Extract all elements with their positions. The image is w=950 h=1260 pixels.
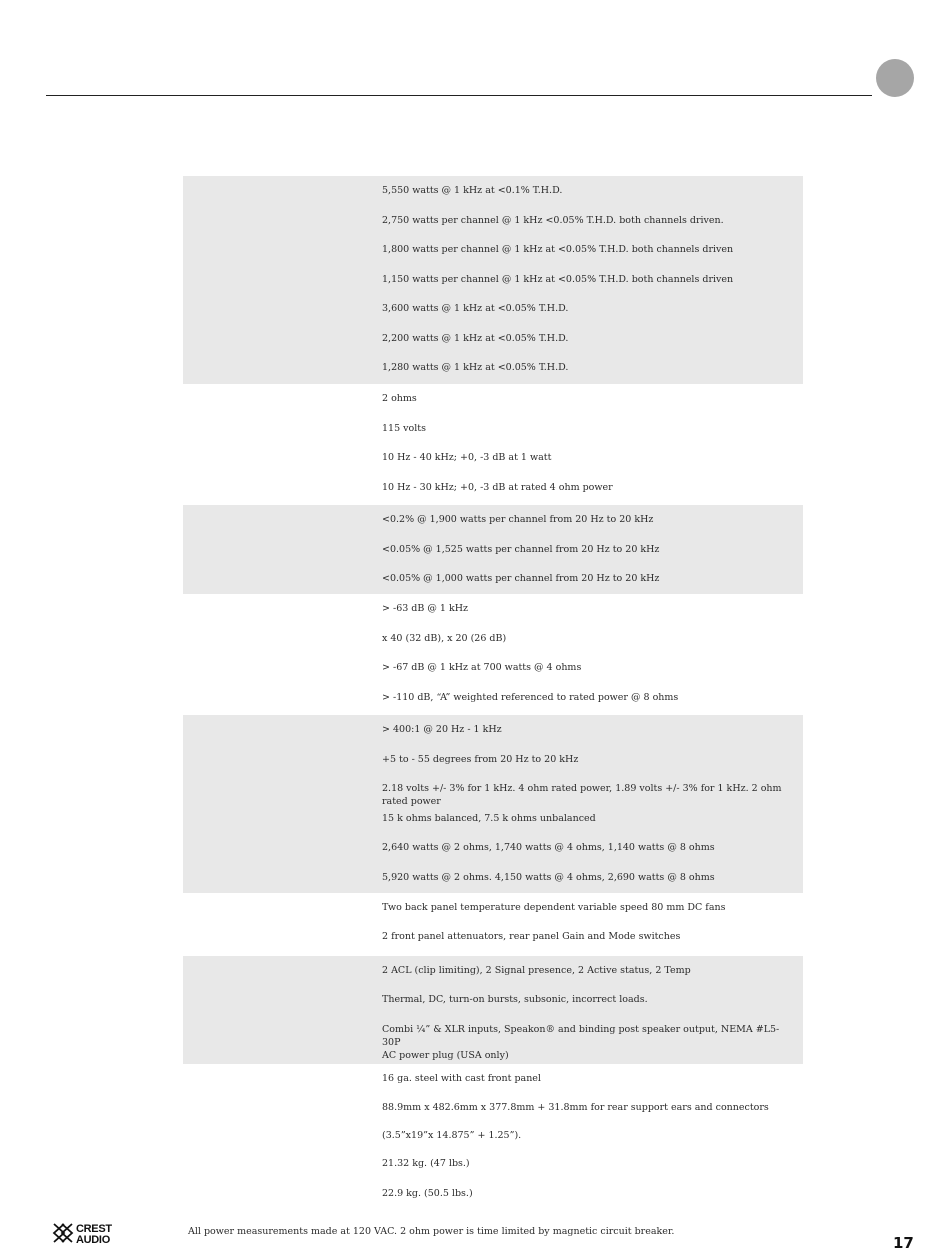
spec-value: x 40 (32 dB), x 20 (26 dB) — [382, 632, 507, 644]
spec-value: 115 volts — [382, 422, 426, 434]
spec-value: Two back panel temperature dependent variable speed 80 mm DC fans — [382, 901, 726, 913]
page-number: 17 — [893, 1234, 914, 1252]
spec-value: > 400:1 @ 20 Hz - 1 kHz — [382, 724, 502, 735]
crest-audio-logo — [52, 1221, 136, 1245]
spec-group — [183, 176, 803, 384]
spec-group — [183, 715, 803, 893]
specifications-table — [183, 176, 803, 1209]
spec-value: 5,550 watts @ 1 kHz at <0.1% T.H.D. — [382, 185, 563, 196]
spec-value: 22.9 kg. (50.5 lbs.) — [382, 1187, 473, 1199]
spec-value: 2,200 watts @ 1 kHz at <0.05% T.H.D. — [382, 332, 569, 344]
svg-text:AUDIO: AUDIO — [76, 1234, 110, 1245]
spec-value: 88.9mm x 482.6mm x 377.8mm + 31.8mm for rear support ears and connectors — [382, 1102, 769, 1113]
spec-value: 1,800 watts per channel @ 1 kHz at <0.05% T.H.D. both channels driven — [382, 244, 734, 255]
spec-value: 2.18 volts +/- 3% for 1 kHz. 4 ohm rated power, 1.89 volts +/- 3% for 1 kHz. 2 ohm rated power — [382, 783, 782, 807]
spec-value: 2 ohms — [382, 393, 417, 404]
spec-value: 15 k ohms balanced, 7.5 k ohms unbalanced — [382, 812, 596, 824]
spec-group — [183, 956, 803, 1064]
spec-value: 2 ACL (clip limiting), 2 Signal presence, 2 Active status, 2 Temp — [382, 964, 691, 976]
spec-value: <0.05% @ 1,525 watts per channel from 20 Hz to 20 kHz — [382, 543, 660, 555]
spec-group — [183, 384, 803, 505]
spec-value: 10 Hz - 40 kHz; +0, -3 dB at 1 watt — [382, 452, 552, 463]
spec-value: 2 front panel attenuators, rear panel Gain and Mode switches — [382, 931, 681, 942]
spec-value: +5 to - 55 degrees from 20 Hz to 20 kHz — [382, 753, 579, 765]
spec-value: > -67 dB @ 1 kHz at 700 watts @ 4 ohms — [382, 662, 582, 673]
spec-value: 5,920 watts @ 2 ohms. 4,150 watts @ 4 ohms, 2,690 watts @ 8 ohms — [382, 871, 715, 883]
spec-value: 1,150 watts per channel @ 1 kHz at <0.05% T.H.D. both channels driven — [382, 273, 734, 285]
spec-value: 21.32 kg. (47 lbs.) — [382, 1158, 470, 1169]
spec-value: > -110 dB, “A” weighted referenced to rated power @ 8 ohms — [382, 691, 679, 703]
spec-group — [183, 893, 803, 956]
spec-value: <0.05% @ 1,000 watts per channel from 20 Hz to 20 kHz — [382, 573, 660, 584]
spec-value: 2,640 watts @ 2 ohms, 1,740 watts @ 4 ohms, 1,140 watts @ 8 ohms — [382, 842, 715, 853]
spec-group — [183, 1064, 803, 1209]
spec-value: 16 ga. steel with cast front panel — [382, 1072, 541, 1084]
header-rule — [46, 95, 872, 96]
spec-value: Thermal, DC, turn-on bursts, subsonic, incorrect loads. — [382, 994, 648, 1005]
spec-value: 1,280 watts @ 1 kHz at <0.05% T.H.D. — [382, 362, 569, 373]
spec-value: <0.2% @ 1,900 watts per channel from 20 Hz to 20 kHz — [382, 514, 654, 525]
svg-text:CREST: CREST — [76, 1223, 112, 1235]
spec-value: 2,750 watts per channel @ 1 kHz <0.05% T.H.D. both channels driven. — [382, 214, 724, 226]
spec-value: Combi ¼” & XLR inputs, Speakon® and binding post speaker output, NEMA #L5-30P AC power plug (USA only) — [382, 1023, 780, 1061]
footnote: All power measurements made at 120 VAC. 2 ohm power is time limited by magnetic circuit breaker. — [188, 1226, 675, 1237]
spec-value: (3.5”x19”x 14.875” + 1.25”). — [382, 1130, 522, 1141]
spec-value: 10 Hz - 30 kHz; +0, -3 dB at rated 4 ohm power — [382, 481, 613, 493]
spec-value: 3,600 watts @ 1 kHz at <0.05% T.H.D. — [382, 303, 569, 314]
spec-group — [183, 505, 803, 594]
spec-value: > -63 dB @ 1 kHz — [382, 603, 469, 614]
section-tab-marker — [876, 59, 914, 97]
spec-group — [183, 594, 803, 715]
